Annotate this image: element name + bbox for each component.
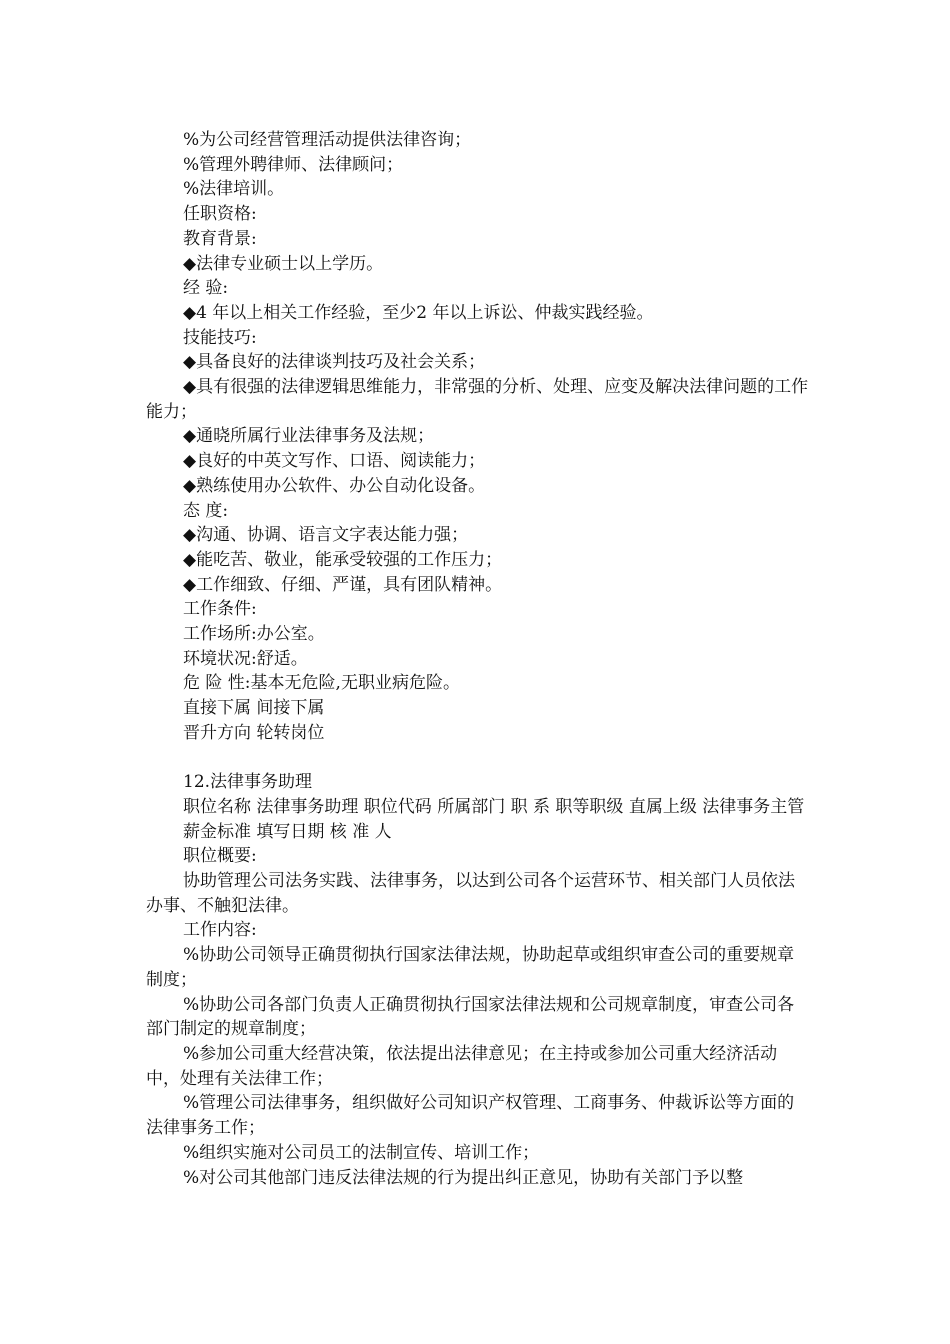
duty-item: %协助公司各部门负责人正确贯彻执行国家法律法规和公司规章制度，审查公司各部门制定的规章制度； — [146, 994, 795, 1040]
education-item: ◆法律专业硕士以上学历。 — [183, 253, 384, 274]
skills-item: ◆具有很强的法律逻辑思维能力，非常强的分析、处理、应变及解决法律问题的工作能力； — [146, 377, 809, 422]
document-page — [146, 128, 810, 1190]
promotion-line: 晋升方向 轮转岗位 — [183, 722, 325, 743]
subordinates-line: 直接下属 间接下属 — [183, 698, 325, 719]
section-gap — [146, 746, 810, 771]
duty-item: %管理外聘律师、法律顾问； — [183, 154, 404, 175]
duty-item: %组织实施对公司员工的法制宣传、培训工作； — [183, 1142, 540, 1163]
position-info-line: 薪金标准 填写日期 核 准 人 — [183, 821, 392, 842]
duty-item: %协助公司领导正确贯彻执行国家法律法规，协助起草或组织审查公司的重要规章制度； — [146, 945, 795, 990]
attitude-item: ◆工作细致、仔细、严谨，具有团队精神。 — [183, 574, 503, 595]
conditions-heading: 工作条件: — [183, 599, 257, 620]
position-info-line: 职位名称 法律事务助理 职位代码 所属部门 职 系 职等职级 直属上级 法律事务主管 — [183, 796, 805, 817]
skills-item: ◆具备良好的法律谈判技巧及社会关系； — [183, 352, 486, 373]
duty-item: %法律培训。 — [183, 179, 285, 200]
duty-item: %参加公司重大经营决策，依法提出法律意见；在主持或参加公司重大经济活动中，处理有关法律工作； — [146, 1044, 778, 1089]
attitude-item: ◆能吃苦、敬业，能承受较强的工作压力； — [183, 549, 503, 570]
skills-item: ◆良好的中英文写作、口语、阅读能力； — [183, 451, 486, 472]
skills-item: ◆熟练使用办公软件、办公自动化设备。 — [183, 475, 486, 496]
experience-heading: 经 验: — [183, 278, 229, 299]
duty-item: %对公司其他部门违反法律法规的行为提出纠正意见，协助有关部门予以整 — [183, 1167, 744, 1188]
education-heading: 教育背景: — [183, 228, 257, 249]
conditions-item: 危 险 性:基本无危险,无职业病危险。 — [183, 673, 460, 694]
qualification-heading: 任职资格: — [183, 204, 257, 225]
attitude-heading: 态 度: — [183, 500, 229, 521]
conditions-item: 环境状况:舒适。 — [183, 648, 308, 669]
overview-heading: 职位概要: — [183, 846, 257, 867]
duty-item: %为公司经营管理活动提供法律咨询； — [183, 130, 472, 150]
skills-item: ◆通晓所属行业法律事务及法规； — [183, 426, 435, 447]
overview-text: 协助管理公司法务实践、法律事务，以达到公司各个运营环节、相关部门人员依法办事、不触犯法律。 — [146, 871, 795, 916]
section-title: 12.法律事务助理 — [183, 772, 313, 793]
duty-item: %管理公司法律事务，组织做好公司知识产权管理、工商事务、仲裁诉讼等方面的法律事务工作； — [146, 1093, 795, 1139]
duties-heading: 工作内容: — [183, 920, 257, 941]
conditions-item: 工作场所:办公室。 — [183, 624, 325, 645]
skills-heading: 技能技巧: — [183, 327, 257, 348]
attitude-item: ◆沟通、协调、语言文字表达能力强； — [183, 525, 469, 546]
experience-item: ◆4 年以上相关工作经验，至少2 年以上诉讼、仲裁实践经验。 — [183, 302, 654, 323]
